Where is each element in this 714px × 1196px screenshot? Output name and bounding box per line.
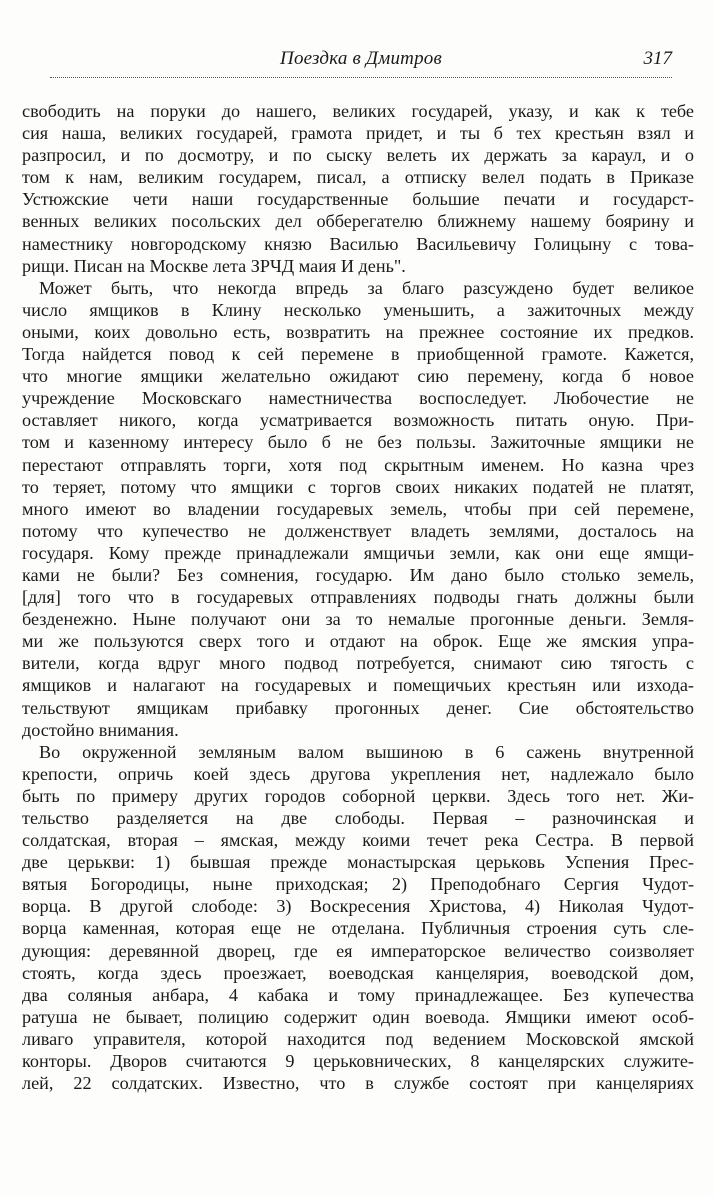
text-line: рищи. Писан на Москве лета ЗРЧД маия И день".	[22, 255, 406, 276]
paragraph-3	[22, 741, 694, 1095]
text-line: два соляныя анбара, 4 кабака и тому принадлежащее. Без купечества	[22, 984, 694, 1005]
text-line: тельство разделяется на две слободы. Первая – разночинская и	[22, 808, 694, 828]
text-line: том и казенному интересу было б не без пользы. Зажиточные ямщики не	[22, 432, 694, 453]
body-text	[22, 100, 694, 1094]
text-line: достойно внимания.	[22, 719, 179, 740]
text-line: число ямщиков в Клину несколько уменьшить, а зажиточных между	[22, 299, 694, 320]
text-line: крепости, опричь коей здесь другова укрепления нет, надлежало было	[22, 763, 694, 784]
text-line: ворца каменная, которая еще не отделана. Публичныя строения суть сле-	[22, 918, 694, 939]
text-line: то теряет, потому что ямщики с торгов своих никаких податей не платят,	[22, 476, 694, 497]
text-line: безденежно. Ныне получают они за то немалые прогонные деньги. Земля-	[22, 609, 694, 630]
text-line: Устюжские чети наши государственные большие печати и государст-	[22, 189, 694, 210]
text-line: Может быть, что некогда впредь за благо разсуждено будет великое	[39, 277, 694, 298]
text-line: наместнику новгородскому князю Василью Васильевичу Голицыну с това-	[22, 233, 694, 254]
text-line: свободить на поруки до нашего, великих государей, указу, и как к тебе	[22, 101, 694, 121]
chapter-title: Поездка в Дмитров	[280, 48, 442, 69]
text-line: вятыя Богородицы, ныне приходская; 2) Преподобнаго Сергия Чудот-	[22, 874, 694, 895]
text-line: том к нам, великим государем, писал, а отписку велел подать в Приказе	[22, 167, 694, 188]
text-line: сия наша, великих государей, грамота придет, и ты б тех крестьян взял и	[22, 123, 694, 144]
paragraph-1	[22, 100, 694, 277]
text-line: дующия: деревянной дворец, где ея императорское величество соизволяет	[22, 940, 694, 961]
text-line: солдатская, вторая – ямская, между коими течет река Сестра. В первой	[22, 830, 694, 851]
text-line: стоять, когда здесь проезжает, воеводская канцелярия, воеводской дом,	[22, 962, 694, 983]
header-rule	[50, 77, 672, 78]
text-line: ворца. В другой слободе: 3) Воскресения Христова, 4) Николая Чудот-	[22, 896, 694, 917]
text-line: государя. Кому прежде принадлежали ямщичьи земли, как они еще ямщи-	[22, 542, 694, 563]
text-line: оставляет никого, когда усматривается возможность питать оную. При-	[22, 410, 694, 431]
text-line: Тогда найдется повод к сей перемене в приобщенной грамоте. Кажется,	[22, 344, 694, 365]
text-line: перестают отправлять торги, хотя под скрытным именем. Но казна чрез	[22, 454, 694, 475]
text-line: конторы. Дворов считаются 9 церьковнических, 8 канцелярских служите-	[22, 1051, 694, 1072]
text-line: ливаго управителя, которой находится под ведением Московской ямской	[22, 1028, 694, 1049]
text-line: разпросил, и по досмотру, и по сыску велеть их держать за караул, и о	[22, 145, 694, 166]
text-line: оными, коих довольно есть, возвратить на прежнее состояние их предков.	[22, 321, 694, 342]
text-line: потому что купечество не долженствует владеть землями, досталось на	[22, 520, 694, 541]
text-line: тельствуют ямщикам прибавку прогонных денег. Сие обстоятельство	[22, 697, 694, 718]
text-line: ками не были? Без сомнения, государю. Им дано было столько земель,	[22, 564, 694, 585]
text-line: много имеют во владении государевых земель, чтобы при сей перемене,	[22, 498, 694, 519]
paragraph-2	[22, 277, 694, 741]
text-line: ямщиков и налагают на государевых и помещичьих крестьян или изхода-	[22, 675, 694, 696]
page-number: 317	[643, 48, 672, 69]
text-line: вители, когда вдруг много подвод потребуется, снимают сию тягость с	[22, 653, 694, 674]
text-line: лей, 22 солдатских. Известно, что в службе состоят при канцеляриях	[22, 1073, 694, 1094]
running-header	[50, 48, 672, 78]
text-line: две церькви: 1) бывшая прежде монастырская церьковь Успения Прес-	[22, 852, 694, 873]
text-line: ратуша не бывает, полицию содержит один воевода. Ямщики имеют особ-	[22, 1006, 694, 1027]
text-line: ми же пользуются сверх того и отдают на оброк. Еще же ямския упра-	[22, 631, 694, 652]
text-line: учреждение Московскаго наместничества воспоследует. Любочестие не	[22, 388, 694, 409]
text-line: венных великих посольских дел обберегателю ближнему нашему боярину и	[22, 211, 694, 232]
text-line: что многие ямщики желательно ожидают сию перемену, когда б новое	[22, 366, 694, 387]
text-line: быть по примеру других городов соборной церкви. Здесь того нет. Жи-	[22, 785, 694, 806]
text-line: [для] того что в государевых отправлениях подводы гнать должны были	[22, 587, 694, 608]
text-line: Во окруженной земляным валом вышиною в 6 сажень внутренной	[39, 741, 694, 762]
